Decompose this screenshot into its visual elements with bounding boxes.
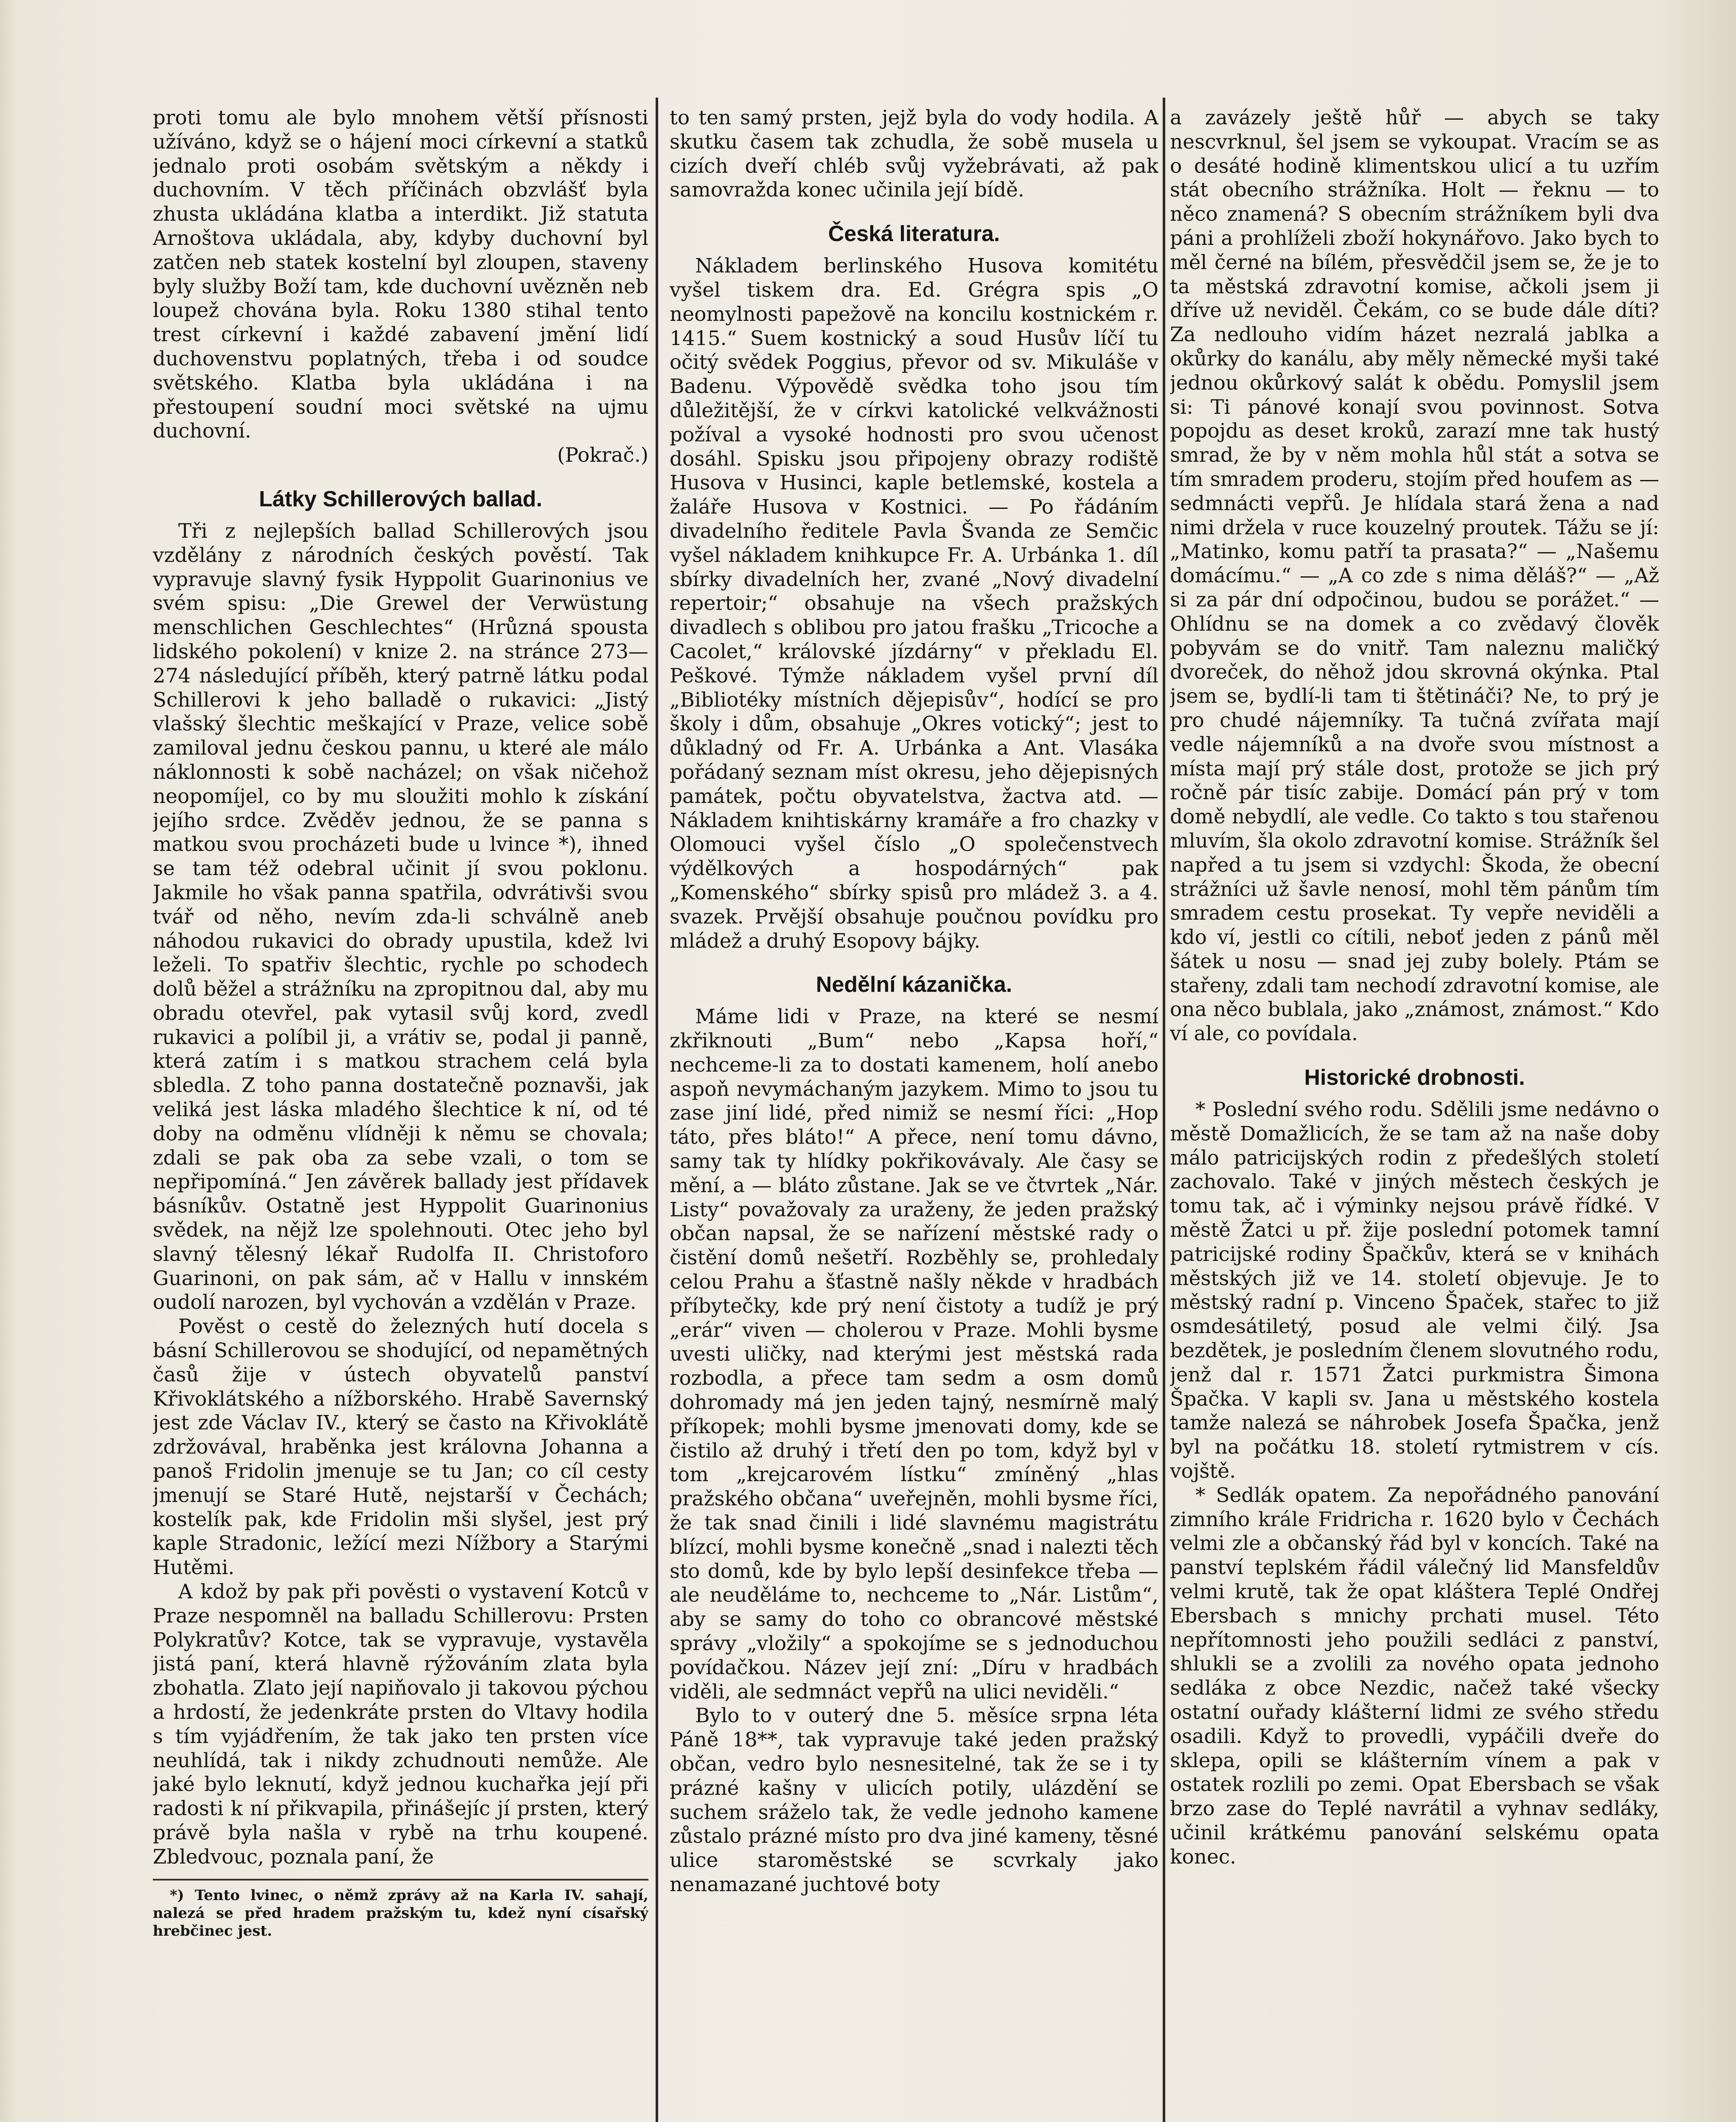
paragraph: Máme lidi v Praze, na které se nesmí zkřiknouti „Bum“ nebo „Kapsa hoří,“ nechceme-li za to dostati kamenem, holí anebo aspoň nevymáchaným jazykem. Mimo to jsou tu zase jiní lidé, před nimiž se nesmí říci: „Hop táto, přes bláto!“ A přece, není tomu dávno, samy tak ty hlídky pokřikovávaly. Ale časy se mění, a — bláto zůstane. Jak se ve čtvrtek „Nár. Listy“ považovaly za uraženy, že jeden pražský občan napsal, že se nařízení městské rady o čistění domů nešetří. Rozběhly se, prohledaly celou Prahu a šťastně našly někde v hradbách příbytečky, kde prý není čistoty a tudíž je prý „erár“ viven — cholerou v Praze. Mohli bysme uvesti uličky, nad kterými jest městská rada rozbodla, a přece tam sedm a osm domů dohromady má jen jeden tajný, nesmírně malý příkopek; mohli bysme jmenovati domy, kde se čistilo až druhý i třetí den po tom, když byl v tom „krejcarovém lístku“ zmíněný „hlas pražského občana“ uveřejněn, mohli bysme říci, že tak snad činili i lidé slavnému magistrátu blízcí, mohli bysme konečně „snad i nalezti těch sto domů, kde by bylo lepší desinfekce třeba — ale neuděláme to, nechceme to „Nár. Listům“, aby se samy do toho co obrancové městské správy „vložily“ a spokojíme se s jednoduchou povídačkou. Název její zní: „Díru v hradbách viděli, ale sedmnáct vepřů na ulici neviděli.“ [670,1005,1158,1704]
column-1 [153,106,648,2122]
column-divider [656,98,658,2122]
article-heading: Česká literatura. [828,222,1000,247]
article-heading: Látky Schillerových ballad. [259,486,542,511]
paragraph: proti tomu ale bylo mnohem větší přísnosti užíváno, když se o hájení moci církevní a statků jednalo proti osobám světským a někdy i duchovním. V těch příčinách obzvlášť byla zhusta ukládána klatba a interdikt. Již statuta Arnoštova ukládala, aby, kdyby duchovní byl zatčen neb statek kostelní byl zloupen, staveny byly služby Boží tam, kde duchovní uvězněn neb loupež chována byla. Roku 1380 stihal tento trest církevní i každé zabavení jmění lidí duchovenstvu poplatných, třeba i od soudce světského. Klatba byla ukládána i na přestoupení soudní moci světské na ujmu duchovní. [153,106,648,443]
article-heading: Historické drobnosti. [1304,1065,1525,1090]
paragraph: * Sedlák opatem. Za nepořádného panování zimního krále Fridricha r. 1620 bylo v Čechách velmi zle a občanský řád byl v koncích. Také na panství teplském řádil válečný lid Mansfeldův velmi krutě, tak že opat kláštera Teplé Ondřej Ebersbach s mnichy prchati musel. Této nepřítomnosti jeho použili sedláci z panství, shlukli se a zvolili za nového opata jednoho sedláka z obce Nezdic, načež také všecky ostatní ouřady klášterní lidmi ze svého středu osadili. Když to provedli, vypáčili dveře do sklepa, opili se klášterním vínem a pak v ostatek rozlili po zemi. Opat Ebersbach se však brzo zase do Teplé navrátil a vyhnav sedláky, učinil krátkému panování selskému opata konec. [1170,1483,1659,1869]
column-3 [1170,106,1659,2122]
paragraph: to ten samý prsten, jejž byla do vody hodila. A skutku časem tak zchudla, že sobě musela u cizích dveří chléb svůj vyžebrávati, až pak samovražda konec učinila její bídě. [670,106,1158,202]
paragraph: A kdož by pak při pověsti o vystavení Kotců v Praze nespomněl na balladu Schillerovu: Prsten Polykratův? Kotce, tak se vypravuje, vystavěla jistá paní, která hlavně rýžováním zlata byla zbohatla. Zlato její napiňovalo ji takovou pýchou a hrdostí, že jedenkráte prsten do Vltavy hodila s tím vyjádřením, že tak jako ten prsten více neuhlídá, tak i nikdy zchudnouti nemůže. Ale jaké bylo leknutí, když jednou kuchařka její při radosti k ní přikvapila, přinášejíc jí prsten, který právě byla našla v rybě na trhu koupené. Zbledvouc, poznala paní, že [153,1580,648,1869]
column-2 [670,106,1158,2122]
paragraph: Nákladem berlinského Husova komitétu vyšel tiskem dra. Ed. Grégra spis „O neomylnosti papežově na koncilu kostnickém r. 1415.“ Suem kostnický a soud Husův líčí tu očitý svědek Poggius, převor od sv. Mikuláše v Badenu. Výpovědě svědka toho jsou tím důležitější, že v církvi katolické velkvážnosti požíval a vysoké hodnosti pro svou učenost dosáhl. Spisku jsou připojeny obrazy rodiště Husova v Husinci, kaple betlemské, kostela a žaláře Husova v Kostnici. — Po řádáním divadelního ředitele Pavla Švanda ze Semčic vyšel nákladem knihkupce Fr. A. Urbánka 1. díl sbírky divadelních her, zvané „Nový divadelní repertoir;“ obsahuje na všech pražských divadlech s oblibou pro jatou frašku „Tricoche a Cacolet,“ královské jízdárny“ v překladu El. Peškové. Týmže nákladem vyšel první díl „Bibliotéky místních dějepisův“, hodící se pro školy i dům, obsahuje „Okres votický“; jest to důkladný od Fr. A. Urbánka a Ant. Vlasáka pořádaný seznam míst okresu, jeho dějepisných památek, počtu obyvatelstva, žactva atd. — Nákladem knihtiskárny kramáře a fro chazky v Olomouci vyšel číslo „O společenstvech výdělkových a hospodárných“ pak „Komenského“ sbírky spisů pro mládež 3. a 4. svazek. Prvější obsahuje poučnou povídku pro mládež a druhý Esopovy bájky. [670,254,1158,953]
paragraph: a zavázely ještě hůř — abych se taky nescvrknul, šel jsem se vykoupat. Vracím se as o desáté hodině klimentskou ulicí a tu uzřím stát obecního strážníka. Holt — řeknu — to něco znamená? S obecním strážníkem byli dva páni a prohlíželi zboží hokynářovo. Jako bych to měl černé na bílém, přesvědčil jsem se, že je to ta městská zdravotní komise, ačkoli jsem ji dříve už neviděl. Čekám, co se bude dále díti? Za nedlouho vidím házet nezralá jablka a okůrky do kanálu, aby měly německé myši také jednou okůrkový salát k obědu. Pomyslil jsem si: Ti pánové konají svou povinnost. Sotva popojdu as deset kroků, zarazí mne tak hustý smrad, že by v něm mohla hůl stát a sotva se tím smradem proderu, stojím před houfem as — sedmnácti vepřů. Je hlídala stará žena a nad nimi držela v ruce kouzelný proutek. Tážu se jí: „Matinko, komu patří ta prasata?“ — „Našemu domácímu.“ — „A co zde s nima děláš?“ — „Až si za pár dní odpočinou, budou se porážet.“ — Ohlídnu se na domek a co zvědavý člověk pobyvám se do vnitř. Tam naleznu maličký dvoreček, do něhož jdou skrovná okýnka. Ptal jsem se, bydlí-li tam ti štětináči? Ne, to prý je pro chudé nájemníky. Ta tučná zvířata mají vedle nájemníků a na dvoře svou místnost a místa mají prý stále dost, protože se jich prý ročně pár tisíc zabije. Domácí pán prý v tom domě nebydlí, ale vedle. Co takto s tou stařenou mluvím, šla okolo zdravotní komise. Strážník šel napřed a tu jsem si vzdychl: Škoda, že obecní strážníci už šavle nenosí, mohl těm pánům tím smradem cestu prosekat. Ty vepře neviděli a kdo ví, jestli co cítili, neboť jeden z pánů měl šátek u nosu — snad jej zuby bolely. Ptám se stařeny, zdali tam nechodí zdravotní komise, ale ona něco bublala, jako „známost, známost.“ Kdo ví ale, co povídala. [1170,106,1659,1046]
footnote [153,1879,648,1940]
paragraph: Pověst o cestě do železných hutí docela s básní Schillerovou se shodující, od nepamětných časů žije v ústech obyvatelů panství Křivoklátského a nížborského. Hrabě Savernský jest zde Václav IV., který se často na Křivoklátě zdržovával, hraběnka jest královna Johanna a panoš Fridolin jmenuje se tu Jan; co cíl cesty jmenují se Staré Hutě, nejstarší v Čechách; kostelík pak, kde Fridolin mši slyšel, jest prý kaple Stradonic, ležící mezi Nížbory a Starými Hutěmi. [153,1315,648,1580]
column-divider [1163,98,1165,2122]
paragraph: Tři z nejlepších ballad Schillerových jsou vzdělány z národních českých pověstí. Tak vypravuje slavný fysik Hyppolit Guarinonius ve svém spisu: „Die Grewel der Verwüstung menschlichen Geschlechtes“ (Hrůzná spousta lidského pokolení) v knize 2. na stránce 273—274 následující příběh, který patrně látku podal Schillerovi k jeho balladě o rukavici: „Jistý vlašský šlechtic meškající v Praze, velice sobě zamiloval jednu českou pannu, u které ale málo náklonnosti k sobě nacházel; on však ničehož neopomíjel, co by mu sloužiti mohlo k získání jejího srdce. Zvěděv jednou, že se panna s matkou svou procházeti bude u lvince *), ihned se tam též odebral učinit jí svou poklonu. Jakmile ho však panna spatřila, odvrátivši svou tvář od něho, nevím zda-li schválně aneb náhodou rukavici do obrady upustila, kdež lvi leželi. To spatřiv šlechtic, rychle po schodech dolů běžel a strážníku na zpropitnou dal, aby mu obradu otevřel, pak vytasil svůj kord, zvedl rukavici a políbil ji, a vrátiv se, podal ji panně, která zatím i s matkou strachem celá byla sbledla. Z toho panna dostatečně poznavši, jak veliká jest láska mladého šlechtice k ní, od té doby na odměnu vlídněji k němu se chovala; zdali se pak oba za sebe vzali, o tom se nepřipomíná.“ Jen závěrek ballady jest přídavek básníkův. Ostatně jest Hyppolit Guarinonius svědek, na nějž lze spolehnouti. Otec jeho byl slavný tělesný lékař Rudolfa II. Christoforo Guarinoni, on pak sám, ač v Hallu v innském oudolí narozen, byl vychován a vzdělán v Praze. [153,519,648,1314]
continuation-note: (Pokrač.) [557,443,648,467]
paragraph: * Poslední svého rodu. Sdělili jsme nedávno o městě Domažlicích, že se tam až na naše doby málo patricijských rodin z předešlých století zachovalo. Také v jiných městech českých je tomu tak, ač i výminky nejsou právě řídké. V městě Žatci u př. žije poslední potomek tamní patricijské rodiny Špačkův, která se v knihách městských již ve 14. století objevuje. Je to městský radní p. Vinceno Špaček, stařec to již osmdesátiletý, posud ale velmi čilý. Jsa bezdětek, je posledním členem slovutného rodu, jenž dal r. 1571 Žatci purkmistra Šimona Špačka. V kapli sv. Jana u městského kostela tamže nalezá se náhrobek Josefa Špačka, jenž byl na počátku 18. století rytmistrem v cís. vojště. [1170,1098,1659,1483]
footnote-text: *) Tento lvinec, o němž zprávy až na Karla IV. sahají, nalezá se před hradem pražským tu, kdež nyní císařský hrebčinec jest. [153,1886,648,1940]
article-heading: Nedělní kázanička. [816,972,1012,997]
paragraph: Bylo to v outerý dne 5. měsíce srpna léta Páně 18**, tak vypravuje také jeden pražský občan, vedro bylo nesnesitelné, tak že se i ty prázné kašny v ulicích potily, ulázdění se suchem sráželo tak, že vedle jednoho kamene zůstalo prázné místo pro dva jiné kameny, těsné ulice staroměstské se scvrkaly jako nenamazané juchtové boty [670,1704,1158,1896]
